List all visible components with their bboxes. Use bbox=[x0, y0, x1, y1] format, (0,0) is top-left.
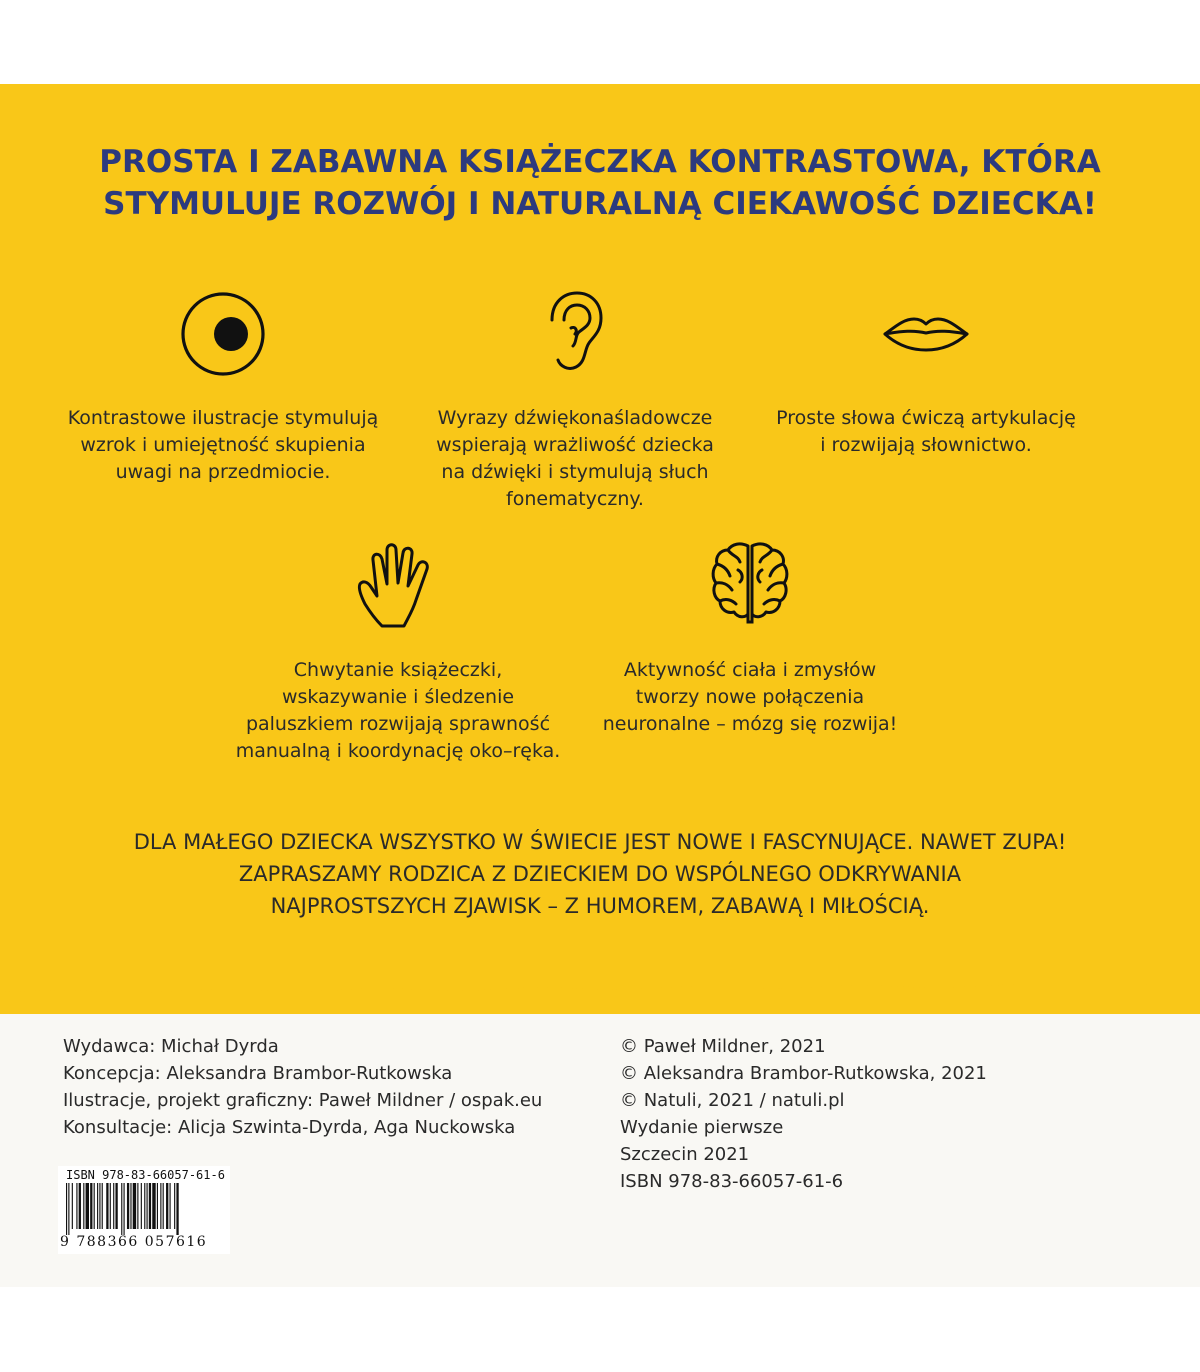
credit-line: Ilustracje, projekt graficzny: Paweł Mildner / ospak.eu bbox=[63, 1090, 543, 1111]
barcode-bar bbox=[110, 1183, 111, 1229]
barcode-bar bbox=[106, 1183, 108, 1229]
ear-icon bbox=[544, 290, 606, 372]
barcode-bar bbox=[176, 1183, 178, 1235]
feature-line: Aktywność ciała i zmysłów bbox=[623, 659, 877, 681]
barcode-bar bbox=[83, 1183, 84, 1229]
barcode-bar bbox=[157, 1183, 158, 1229]
feature-line: neuronalne – mózg się rozwija! bbox=[602, 713, 898, 735]
feature-line: uwagi na przedmiocie. bbox=[115, 461, 331, 483]
barcode-digits: 9 788366 057616 bbox=[60, 1234, 208, 1250]
barcode-bar bbox=[113, 1183, 114, 1229]
barcode-bar bbox=[147, 1183, 148, 1229]
barcode-bar bbox=[174, 1183, 175, 1229]
barcode-bar bbox=[170, 1183, 171, 1229]
feature-text-brain bbox=[575, 657, 925, 738]
barcode-bar bbox=[90, 1183, 92, 1229]
barcode-bar bbox=[133, 1183, 136, 1229]
feature-text-speech bbox=[751, 405, 1101, 459]
credit-line: ISBN 978-83-66057-61-6 bbox=[620, 1171, 844, 1192]
feature-line: Proste słowa ćwiczą artykulację bbox=[776, 407, 1076, 429]
brain-icon bbox=[710, 540, 790, 628]
feature-text-hearing bbox=[400, 405, 750, 513]
isbn-barcode bbox=[58, 1166, 230, 1254]
credit-line: © Natuli, 2021 / natuli.pl bbox=[620, 1090, 845, 1111]
closing-line-3: NAJPROSTSZYCH ZJAWISK – Z HUMOREM, ZABAWĄ I MIŁOŚCIĄ. bbox=[270, 894, 930, 918]
barcode-bar bbox=[76, 1183, 77, 1229]
feature-line: i rozwijają słownictwo. bbox=[820, 434, 1032, 456]
credits-right bbox=[620, 1033, 987, 1195]
barcode-bar bbox=[141, 1183, 142, 1229]
barcode-bar bbox=[144, 1183, 145, 1229]
back-cover bbox=[0, 84, 1200, 1287]
barcode-bar bbox=[127, 1183, 129, 1229]
headline-line-1: PROSTA I ZABAWNA KSIĄŻECZKA KONTRASTOWA, KTÓRA bbox=[99, 144, 1101, 180]
barcode-bar bbox=[124, 1183, 125, 1235]
barcode-bar bbox=[68, 1183, 69, 1235]
barcode-bar bbox=[86, 1183, 89, 1229]
credit-line: Szczecin 2021 bbox=[620, 1144, 750, 1165]
barcode-bar bbox=[166, 1183, 168, 1229]
barcode-bar bbox=[149, 1183, 151, 1229]
credit-line: © Aleksandra Brambor-Rutkowska, 2021 bbox=[620, 1063, 987, 1084]
feature-line: manualną i koordynację oko–ręka. bbox=[235, 740, 561, 762]
credit-line: © Paweł Mildner, 2021 bbox=[620, 1036, 826, 1057]
credit-line: Wydawca: Michał Dyrda bbox=[63, 1036, 279, 1057]
feature-line: paluszkiem rozwijają sprawność bbox=[245, 713, 551, 735]
barcode-bar bbox=[130, 1183, 131, 1229]
feature-line: wzrok i umiejętność skupienia bbox=[80, 434, 366, 456]
barcode-bar bbox=[160, 1183, 161, 1229]
barcode-bar bbox=[115, 1183, 117, 1229]
headline-line-2: STYMULUJE ROZWÓJ I NATURALNĄ CIEKAWOŚĆ DZIECKA! bbox=[103, 186, 1097, 222]
barcode-bar bbox=[121, 1183, 122, 1235]
feature-text-vision bbox=[48, 405, 398, 486]
closing-line-1: DLA MAŁEGO DZIECKA WSZYSTKO W ŚWIECIE JEST NOWE I FASCYNUJĄCE. NAWET ZUPA! bbox=[133, 830, 1067, 854]
feature-line: tworzy nowe połączenia bbox=[635, 686, 865, 708]
credit-line: Koncepcja: Aleksandra Brambor-Rutkowska bbox=[63, 1063, 453, 1084]
credit-line: Wydanie pierwsze bbox=[620, 1117, 784, 1138]
eye-icon bbox=[179, 290, 267, 378]
feature-line: Chwytanie książeczki, bbox=[293, 659, 503, 681]
barcode-bar bbox=[99, 1183, 100, 1229]
feature-text-manual bbox=[223, 657, 573, 765]
barcode-bars bbox=[64, 1183, 224, 1235]
feature-line: Kontrastowe ilustracje stymulują bbox=[67, 407, 379, 429]
feature-line: Wyrazy dźwiękonaśladowcze bbox=[437, 407, 713, 429]
barcode-bar bbox=[66, 1183, 67, 1235]
barcode-bar bbox=[102, 1183, 103, 1229]
credits-left bbox=[63, 1033, 542, 1141]
barcode-bar bbox=[152, 1183, 155, 1229]
lips-icon bbox=[882, 314, 970, 354]
feature-line: wspierają wrażliwość dziecka bbox=[436, 434, 714, 456]
barcode-bar bbox=[97, 1183, 98, 1229]
feature-line: na dźwięki i stymulują słuch bbox=[441, 461, 709, 483]
feature-line: wskazywanie i śledzenie bbox=[281, 686, 515, 708]
barcode-bar bbox=[94, 1183, 95, 1229]
closing-line-2: ZAPRASZAMY RODZICA Z DZIECKIEM DO WSPÓLNEGO ODKRYWANIA bbox=[238, 862, 962, 886]
barcode-isbn-label: ISBN 978-83-66057-61-6 bbox=[66, 1168, 225, 1182]
hand-icon bbox=[352, 540, 444, 632]
credit-line: Konsultacje: Alicja Szwinta-Dyrda, Aga Nuckowska bbox=[63, 1117, 516, 1138]
torn-paper-edge bbox=[0, 964, 1200, 1044]
yellow-panel bbox=[0, 84, 1200, 1014]
feature-line: fonematyczny. bbox=[506, 488, 644, 510]
barcode-bar bbox=[79, 1183, 81, 1229]
barcode-bar bbox=[163, 1183, 164, 1229]
barcode-bar bbox=[137, 1183, 138, 1229]
barcode-bar bbox=[72, 1183, 73, 1229]
